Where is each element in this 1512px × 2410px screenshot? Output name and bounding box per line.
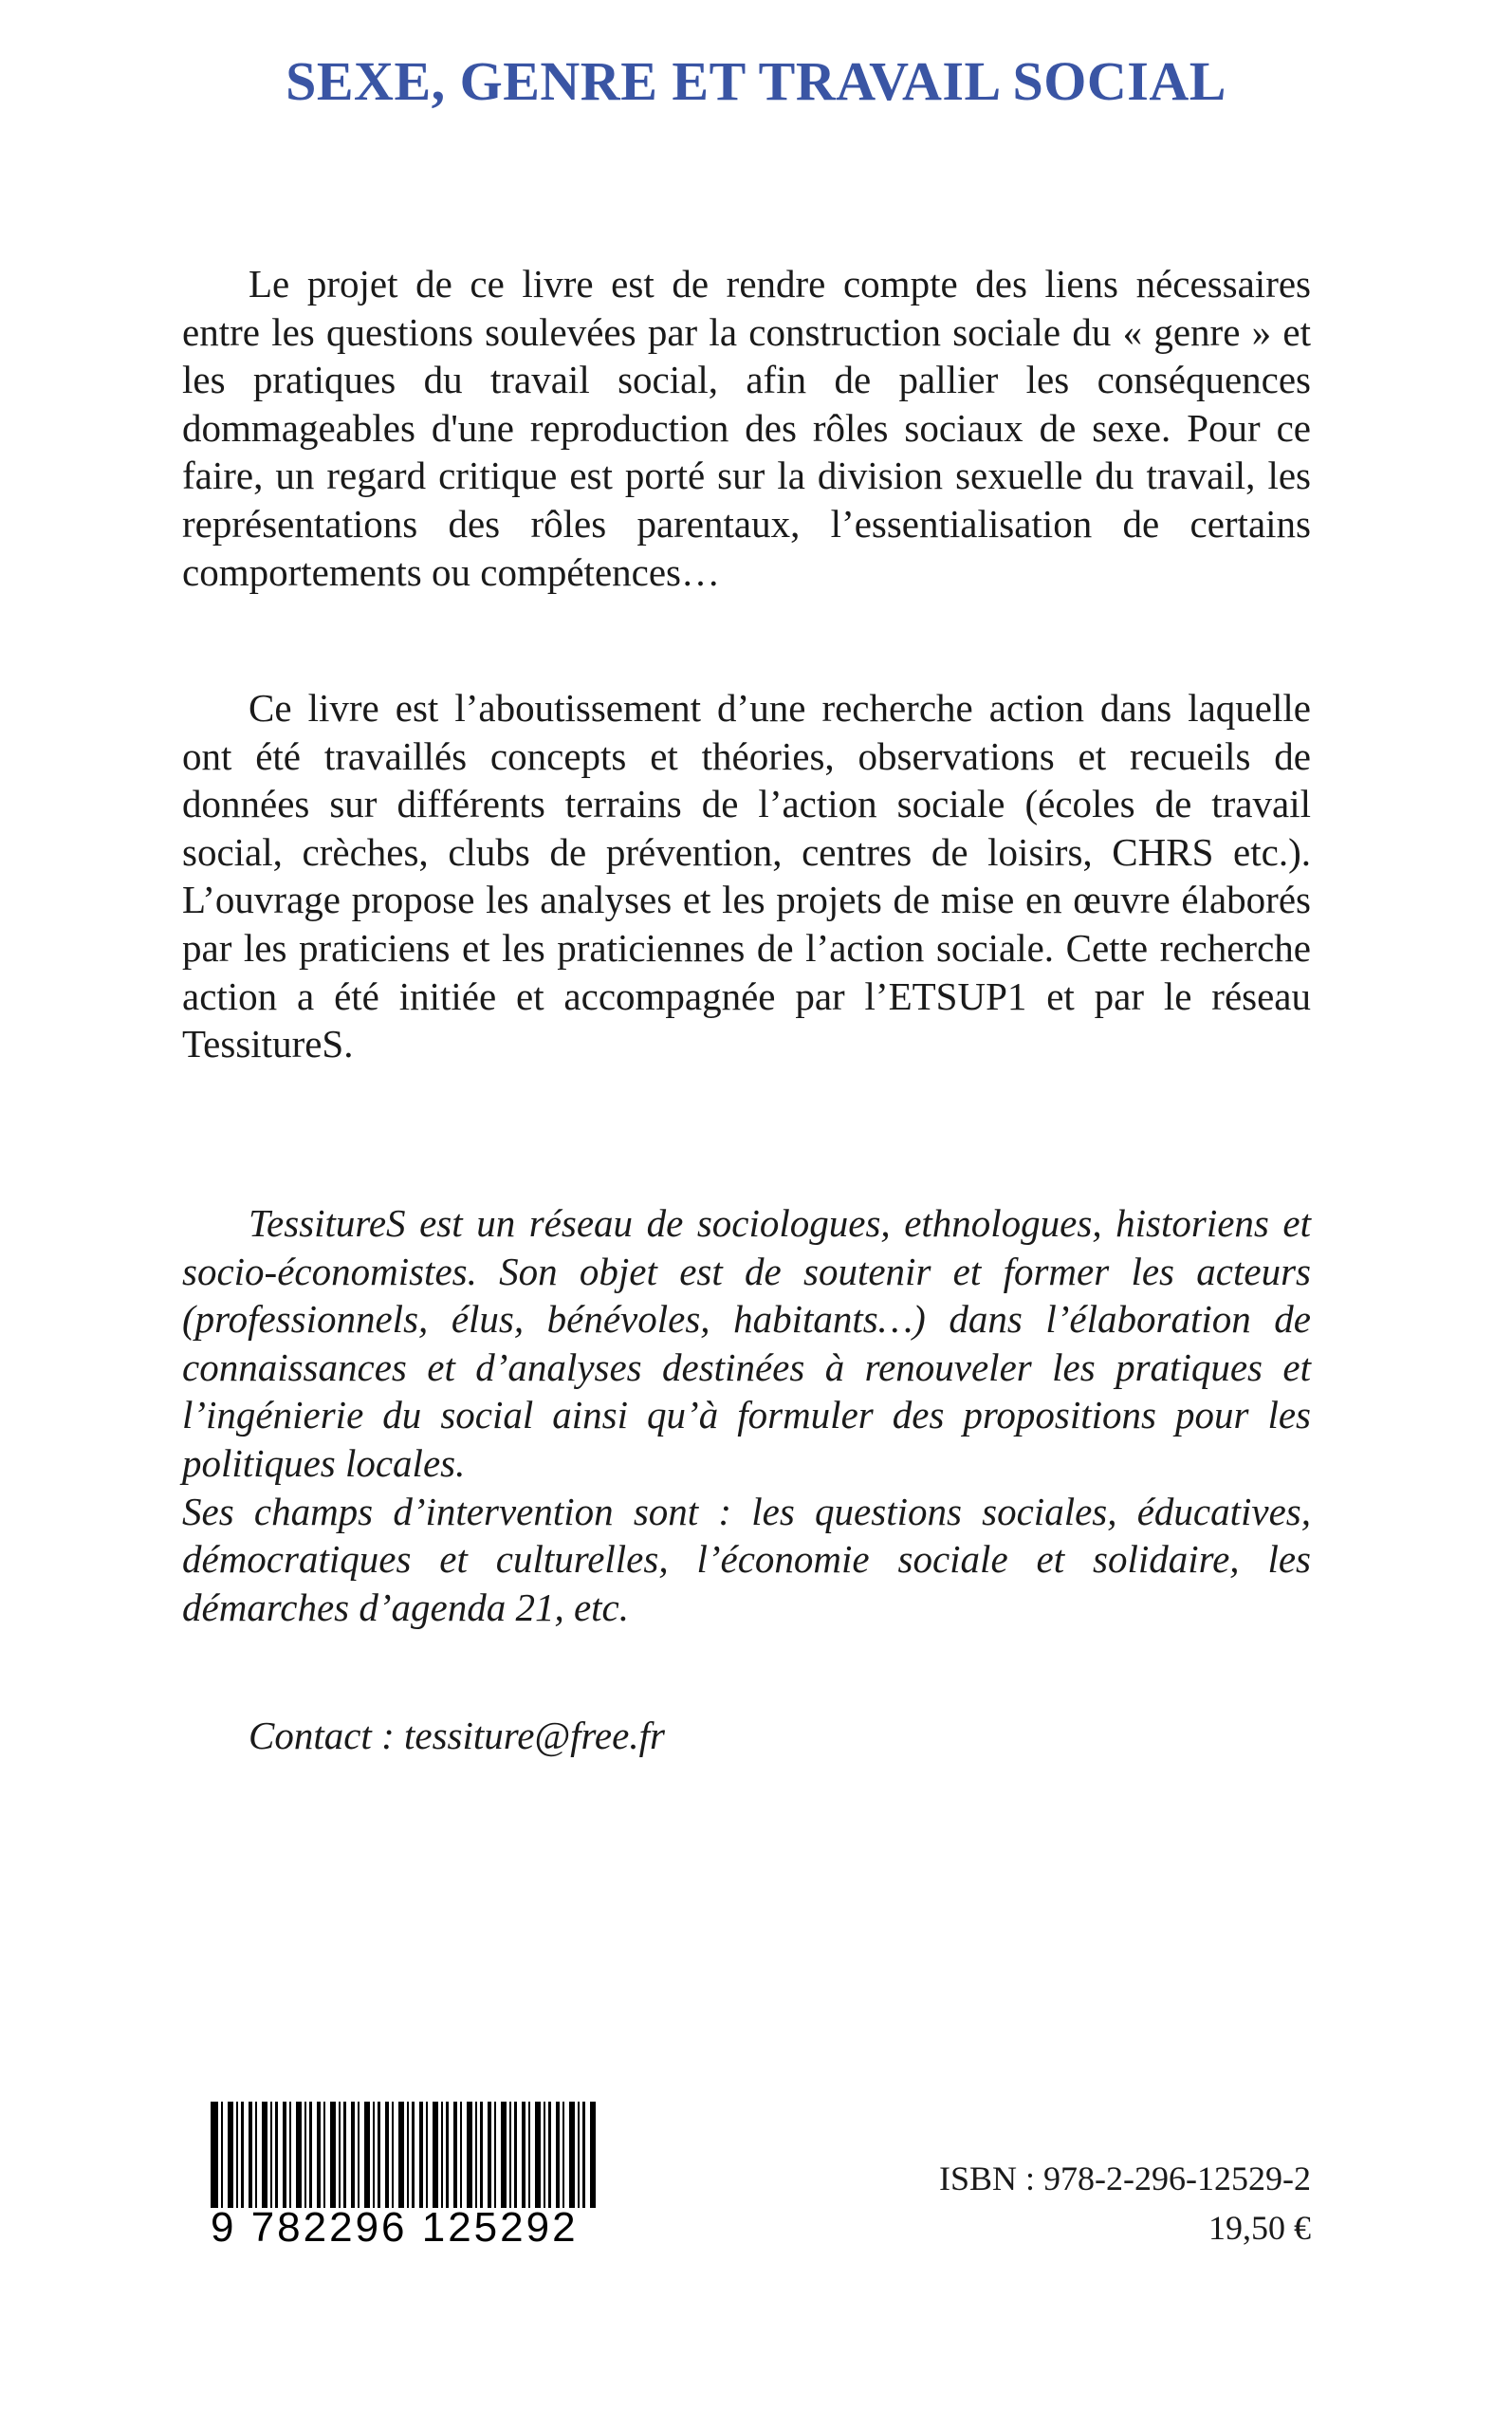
paragraph-text: Le projet de ce livre est de rendre compte des liens nécessaires entre les questions soulevées par la construction sociale du « genre » et les pratiques du travail social, afin de pallier les conséquences dommageables d'une reproduction des rôles sociaux de sexe. Pour ce faire, un regard critique est porté sur la division sexuelle du travail, les représentations des rôles parentaux, l’essentialisation de certains comportements ou compétences… <box>182 262 1311 594</box>
barcode <box>211 2102 596 2249</box>
about-tessitures <box>182 1199 1311 1631</box>
contact-line: Contact : tessiture@free.fr <box>249 1714 665 1757</box>
price: 19,50 € <box>1208 2209 1311 2247</box>
description-paragraph-2 <box>182 684 1311 1068</box>
barcode-bars-graphic <box>211 2102 596 2208</box>
about-fields-text: Ses champs d’intervention sont : les questions sociales, éducatives, démocratiques et culturelles, l’économie sociale et solidaire, les démarches d’agenda 21, etc. <box>182 1489 1311 1629</box>
paragraph-text: Ce livre est l’aboutissement d’une recherche action dans laquelle ont été travaillés concepts et théories, observations et recueils de données sur différents terrains de l’action sociale (écoles de travail social, crèches, clubs de prévention, centres de loisirs, CHRS etc.). L’ouvrage propose les analyses et les projets de mise en œuvre élaborés par les praticiens et les praticiennes de l’action sociale. Cette recherche action a été initiée et accompagnée par l’ETSUP1 et par le réseau TessitureS. <box>182 686 1311 1066</box>
description-paragraph-1 <box>182 260 1311 596</box>
about-text: TessitureS est un réseau de sociologues, ethnologues, historiens et socio-économistes. Son objet est de soutenir et former les acteurs (professionnels, élus, bénévoles, habitants…) dans l’élaboration de connaissances et d’analyses destinées à renouveler les pratiques et l’ingénierie du social ainsi qu’à formuler des propositions pour les politiques locales. <box>182 1201 1311 1485</box>
isbn: ISBN : 978-2-296-12529-2 <box>939 2160 1311 2197</box>
book-title: SEXE, GENRE ET TRAVAIL SOCIAL <box>286 50 1226 112</box>
barcode-digits: 9 782296 125292 <box>211 2204 579 2251</box>
